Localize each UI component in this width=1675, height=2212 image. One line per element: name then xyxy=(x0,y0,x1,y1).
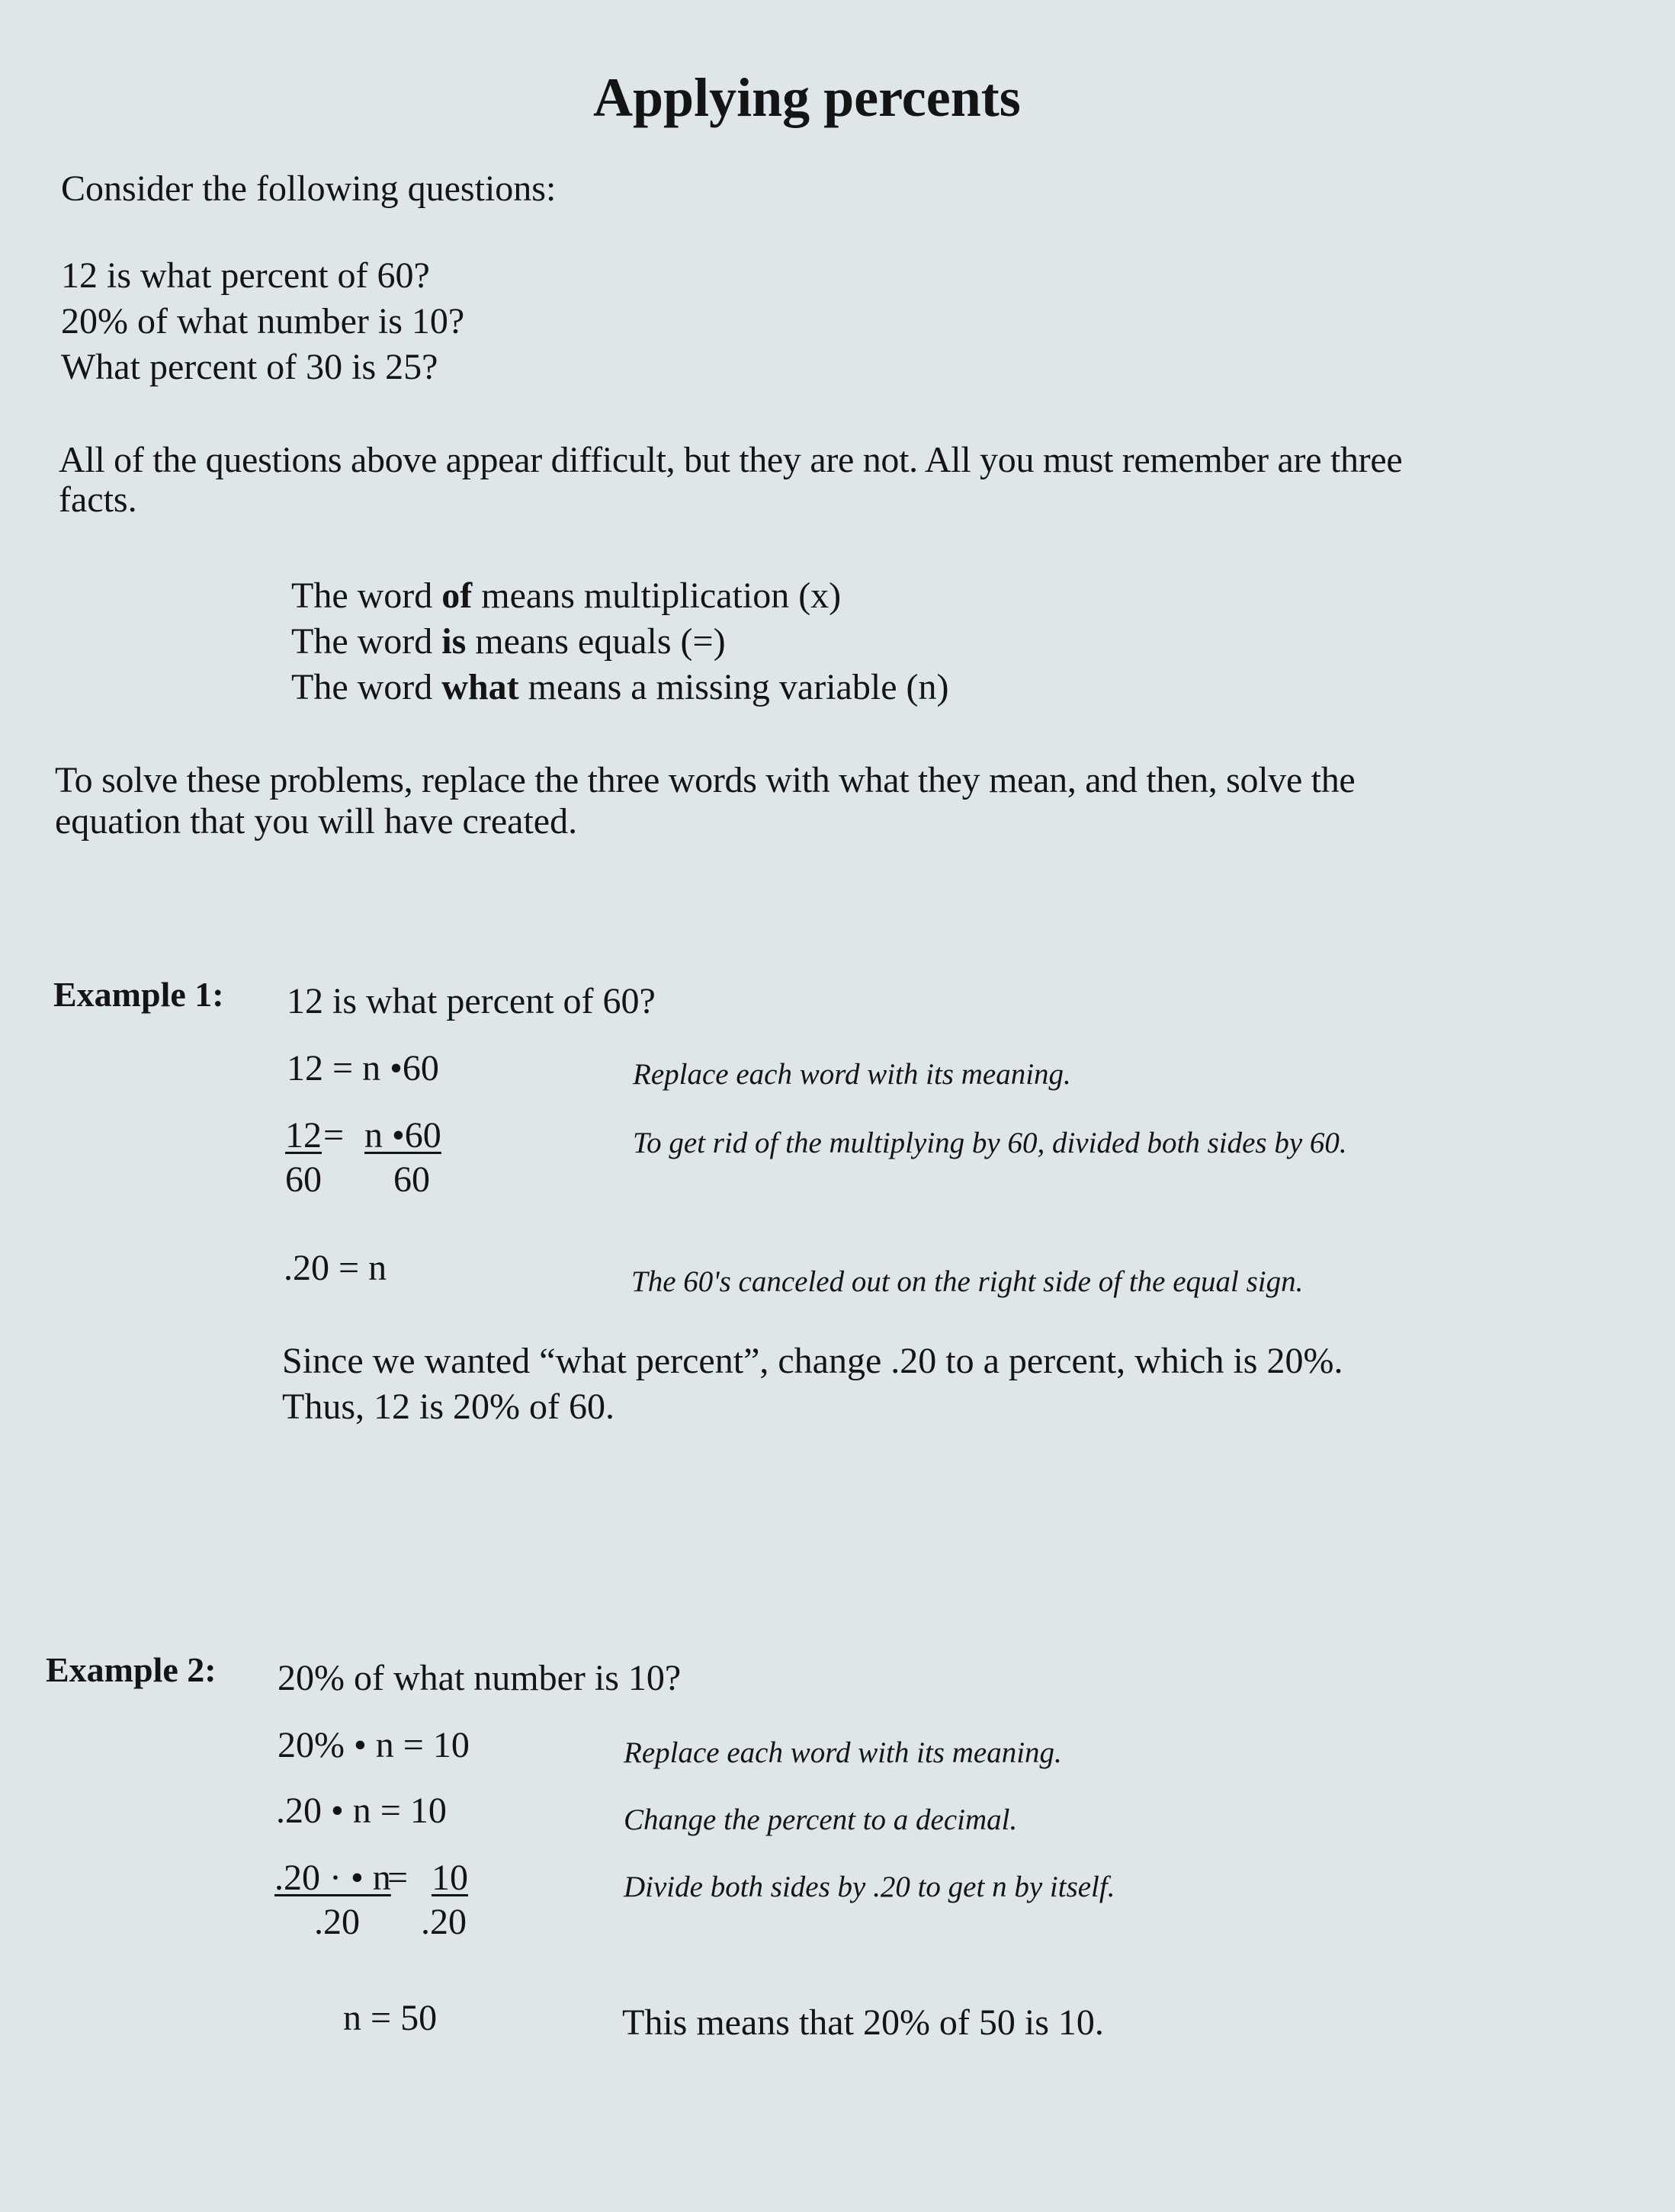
page-title: Applying percents xyxy=(593,67,1021,128)
example-2-step-1: 20% • n = 10 xyxy=(278,1725,470,1765)
question-3: What percent of 30 is 25? xyxy=(61,347,438,387)
fraction-denominator-left: .20 xyxy=(314,1902,360,1942)
example-2-step-1-note: Replace each word with its meaning. xyxy=(624,1736,1062,1769)
fraction-numerator-right: n •60 xyxy=(364,1115,441,1156)
fraction-numerator-left: .20 · • n xyxy=(274,1858,391,1898)
example-1-step-1: 12 = n •60 xyxy=(287,1048,439,1088)
fraction-numerator-left: 12 xyxy=(285,1115,322,1156)
example-1-question: 12 is what percent of 60? xyxy=(287,981,656,1021)
paragraph-1-line-1: All of the questions above appear difficult, but they are not. All you must remember are three xyxy=(59,440,1403,480)
fraction-denominator-right: .20 xyxy=(421,1902,467,1942)
fact-suffix: means a missing variable (n) xyxy=(518,667,949,707)
example-1-label: Example 1: xyxy=(53,975,224,1014)
fact-prefix: The word xyxy=(291,667,442,707)
example-2-step-3-note: Divide both sides by .20 to get n by itself. xyxy=(624,1871,1115,1903)
fact-is xyxy=(291,621,726,662)
fact-what xyxy=(291,669,948,706)
example-2-question: 20% of what number is 10? xyxy=(278,1658,682,1698)
fraction-denominator-right: 60 xyxy=(393,1159,430,1200)
example-1-conclusion-line-1: Since we wanted “what percent”, change .20 to a percent, which is 20%. xyxy=(282,1341,1343,1381)
fact-suffix: means multiplication (x) xyxy=(472,575,842,616)
fact-keyword: of xyxy=(441,575,473,616)
example-2-result-note: This means that 20% of 50 is 10. xyxy=(622,2002,1104,2043)
example-1-step-1-note: Replace each word with its meaning. xyxy=(633,1058,1071,1091)
example-1-conclusion-line-2: Thus, 12 is 20% of 60. xyxy=(282,1387,614,1427)
fact-of xyxy=(291,575,842,616)
example-2-step-2: .20 • n = 10 xyxy=(276,1790,447,1831)
example-2-result: n = 50 xyxy=(343,1998,438,2038)
intro-text: Consider the following questions: xyxy=(61,168,557,209)
paragraph-2-line-1: To solve these problems, replace the three words with what they mean, and then, solve the xyxy=(55,760,1356,800)
paragraph-1-line-2: facts. xyxy=(59,479,137,520)
example-2-step-2-note: Change the percent to a decimal. xyxy=(624,1803,1018,1836)
fact-keyword: what xyxy=(441,667,519,707)
question-1: 12 is what percent of 60? xyxy=(61,255,430,296)
paragraph-2-line-2: equation that you will have created. xyxy=(55,801,578,842)
fact-prefix: The word xyxy=(291,621,442,662)
example-1-step-3: .20 = n xyxy=(284,1248,387,1288)
example-1-step-3-note: The 60's canceled out on the right side of the equal sign. xyxy=(631,1265,1304,1298)
example-2-label: Example 2: xyxy=(46,1650,217,1689)
equals-sign: = xyxy=(387,1858,409,1898)
fraction-denominator-left: 60 xyxy=(285,1159,322,1200)
fraction-numerator-right: 10 xyxy=(432,1858,468,1898)
fact-suffix: means equals (=) xyxy=(466,621,726,662)
equals-sign: = xyxy=(323,1115,345,1156)
fact-prefix: The word xyxy=(291,575,442,616)
fact-keyword: is xyxy=(441,621,467,662)
question-2: 20% of what number is 10? xyxy=(61,301,465,341)
example-1-step-2-note: To get rid of the multiplying by 60, divided both sides by 60. xyxy=(633,1127,1347,1159)
